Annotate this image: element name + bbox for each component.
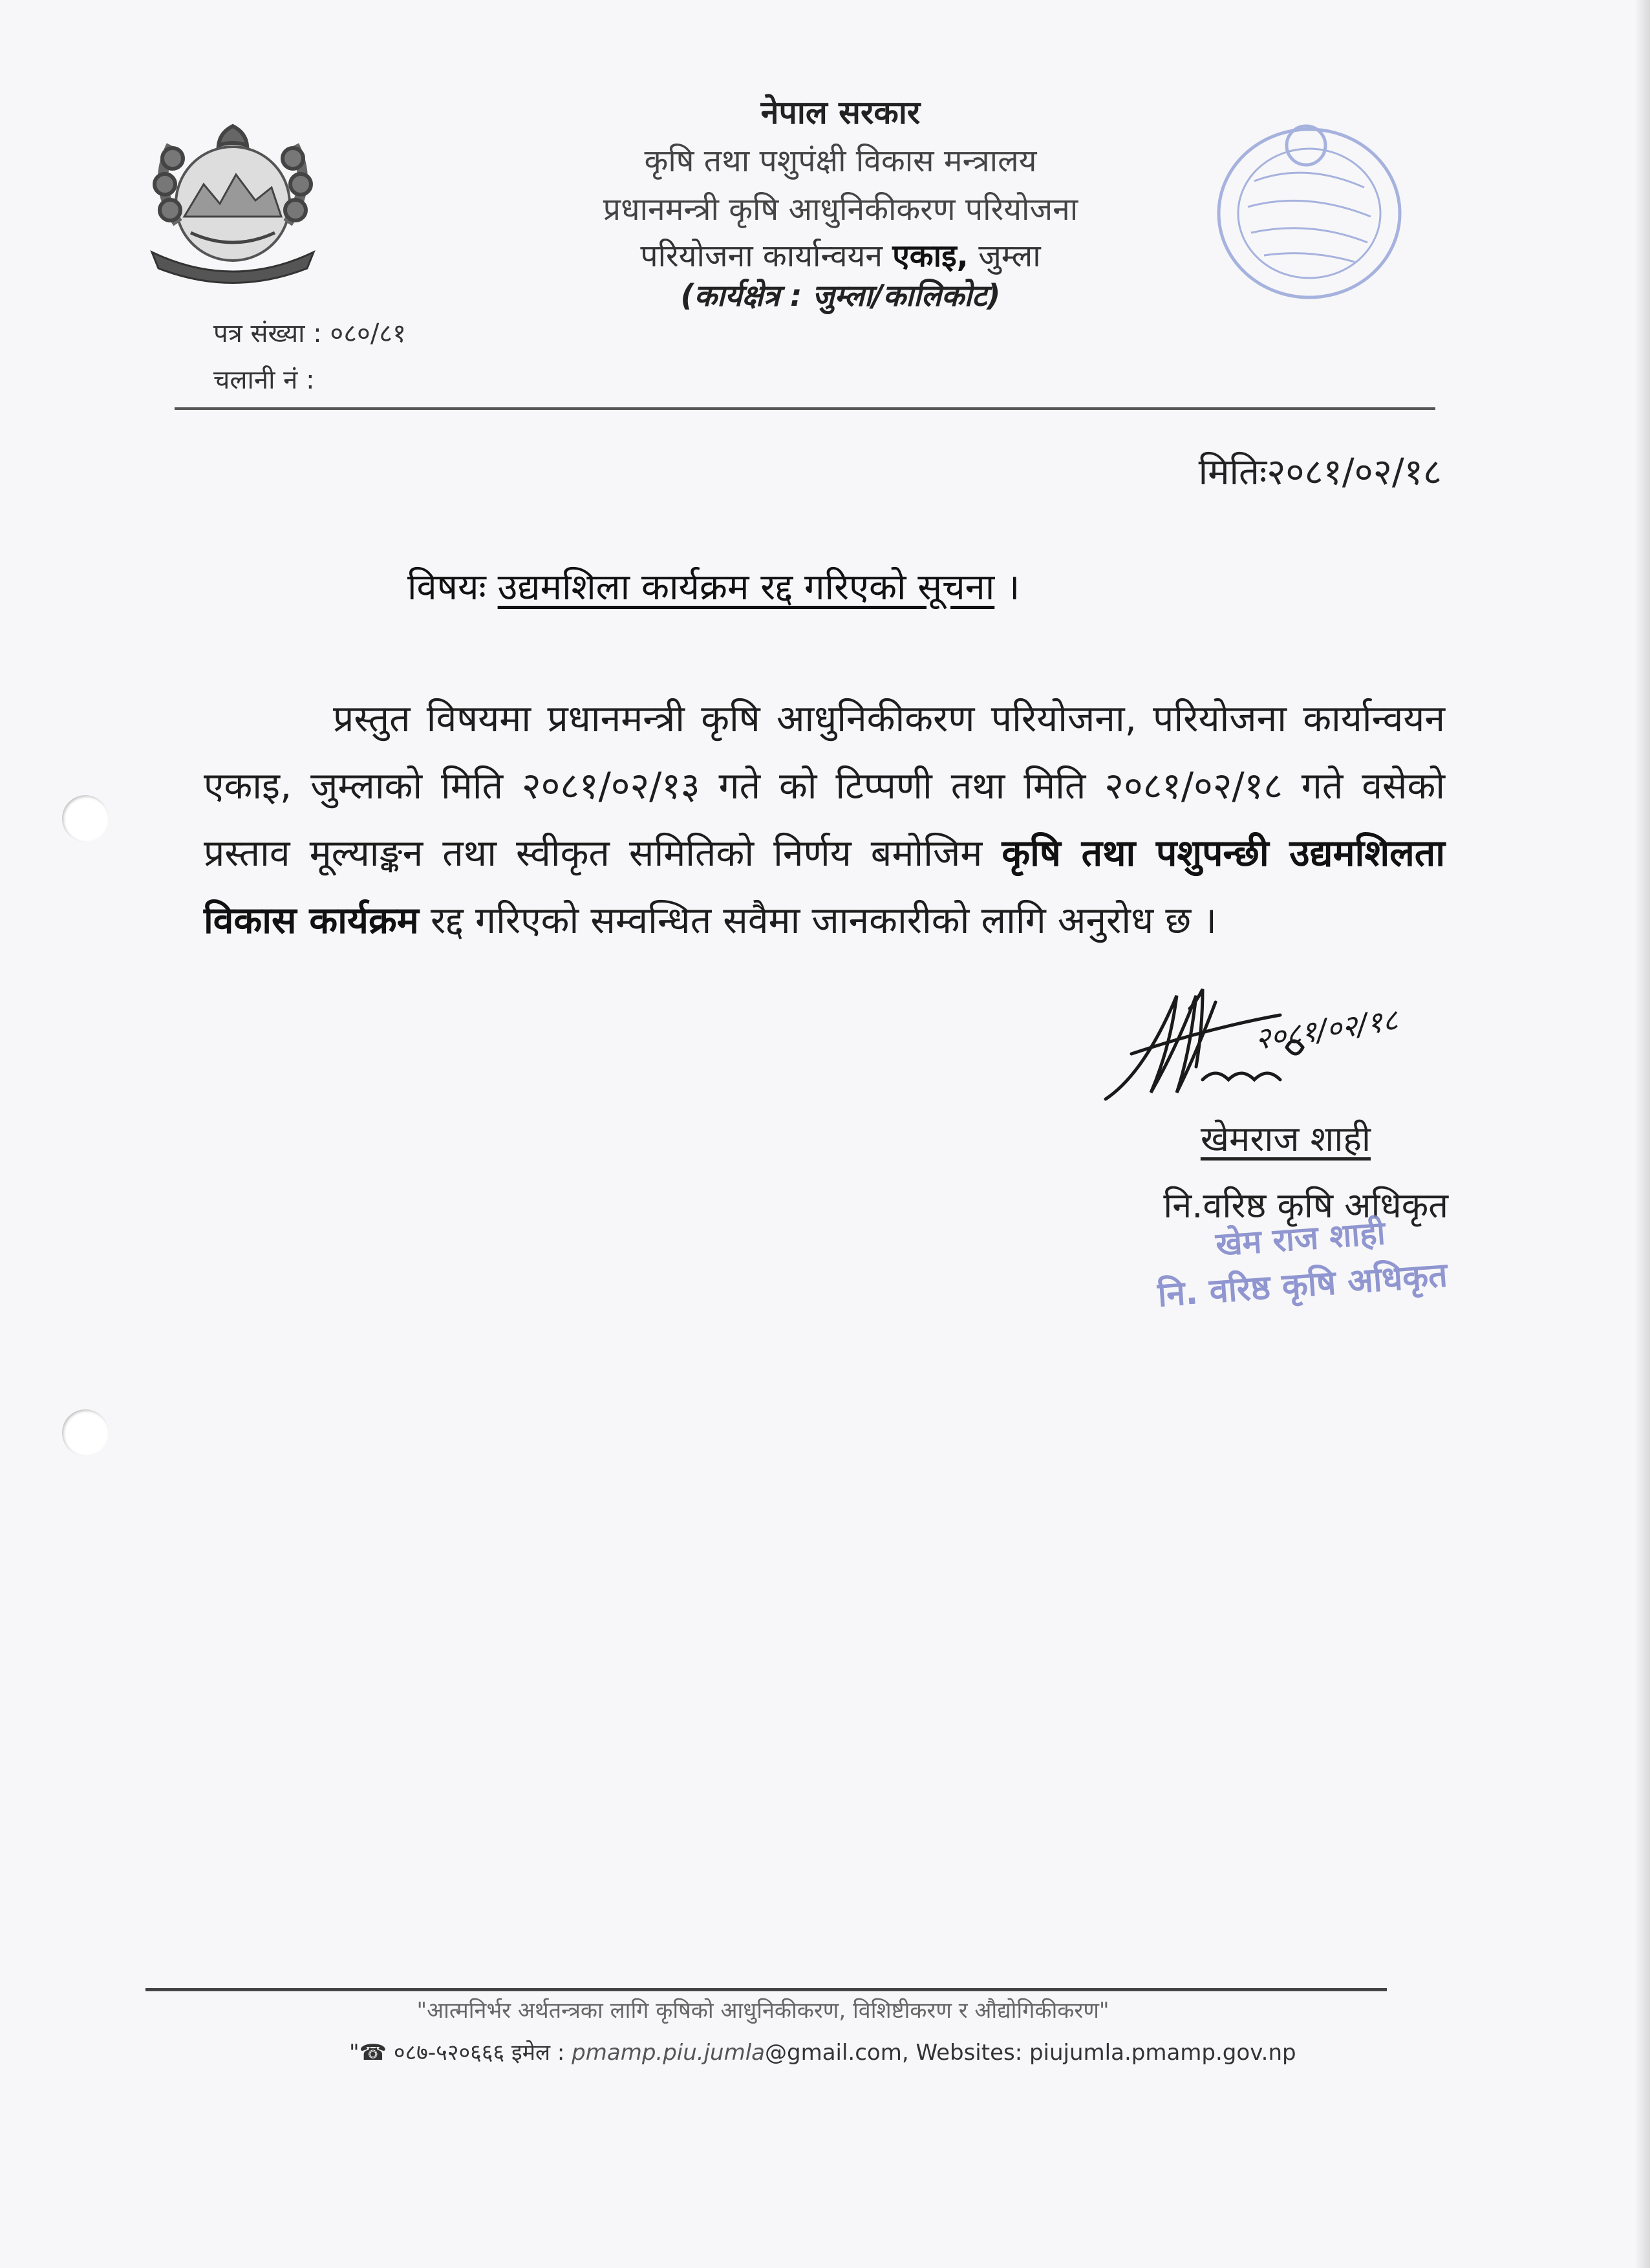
unit-suffix: जुम्ला bbox=[978, 238, 1041, 274]
footer-motto: "आत्मनिर्भर अर्थतन्त्रका लागि कृषिको आधुनिकीकरण, विशिष्टीकरण र औद्योगिकीकरण" bbox=[416, 1998, 1109, 2024]
ministry-name: कृषि तथा पशुपंक्षी विकास मन्त्रालय bbox=[644, 143, 1037, 179]
email-domain-website: @gmail.com, Websites: piujumla.pmamp.gov.np bbox=[765, 2040, 1296, 2066]
letter-date: मितिः२०८१/०२/१८ bbox=[1198, 451, 1442, 493]
unit-name bbox=[388, 234, 1293, 276]
subject-label: विषयः bbox=[407, 566, 486, 608]
footer-contact bbox=[349, 2037, 1384, 2066]
dispatch-number: चलानी नं : bbox=[213, 365, 315, 395]
project-name: प्रधानमन्त्री कृषि आधुनिकीकरण परियोजना bbox=[603, 191, 1078, 228]
header-divider bbox=[175, 407, 1435, 410]
subject-line bbox=[407, 561, 1020, 610]
page-edge-shadow bbox=[1634, 0, 1650, 2268]
signatory-title: नि.वरिष्ठ कृषि अधिकृत bbox=[1163, 1185, 1448, 1226]
body-bold: कृषि तथा पशुपन्छी उद्यमशिलता विकास कार्यक्रम bbox=[204, 832, 1445, 942]
email-user: pmamp.piu.jumla bbox=[572, 2040, 765, 2066]
nepal-emblem-icon bbox=[139, 113, 327, 288]
unit-prefix: परियोजना कार्यान्वयन bbox=[640, 238, 883, 274]
contact-prefix: " bbox=[349, 2040, 359, 2066]
letter-number: पत्र संख्या : ०८०/८१ bbox=[213, 319, 406, 348]
signature-date: २०८१/०२/१८ bbox=[1252, 1001, 1400, 1057]
body-part-2: रद्द गरिएको सम्वन्धित सवैमा जानकारीको लागि अनुरोध छ । bbox=[430, 899, 1217, 942]
footer-divider bbox=[145, 1988, 1387, 1991]
letter-body bbox=[204, 685, 1445, 954]
unit-bold: एकाइ, bbox=[892, 238, 969, 274]
name-stamp: खेम राज शाही bbox=[1214, 1214, 1387, 1264]
signatory-name: खेमराज शाही bbox=[1200, 1118, 1371, 1159]
subject-end: । bbox=[1006, 566, 1020, 608]
body-part-1: प्रस्तुत विषयमा प्रधानमन्त्री कृषि आधुनिकीकरण परियोजना, परियोजना कार्यान्वयन एकाइ, जुम्लाको मिति २०८१/०२/१३ गते को टिप्पणी तथा मिति २०८१/०२/१८ गते वसेको प्रस्ताव मूल्याङ्कन तथा स्वीकृत समितिको निर्णय बमोजिम bbox=[204, 698, 1445, 875]
phone-number: ०८७-५२०६६६ इमेल : bbox=[393, 2040, 565, 2066]
punch-hole bbox=[62, 795, 109, 842]
work-area: (कार्यक्षेत्र : जुम्ला/कालिकोट) bbox=[680, 278, 1001, 313]
government-title: नेपाल सरकार bbox=[760, 94, 921, 131]
punch-hole bbox=[62, 1409, 109, 1456]
subject-text: उद्यमशिला कार्यक्रम रद्द गरिएको सूचना bbox=[497, 566, 995, 608]
phone-icon: ☎ bbox=[359, 2040, 387, 2066]
title-stamp: नि. वरिष्ठ कृषि अधिकृत bbox=[1156, 1256, 1449, 1315]
